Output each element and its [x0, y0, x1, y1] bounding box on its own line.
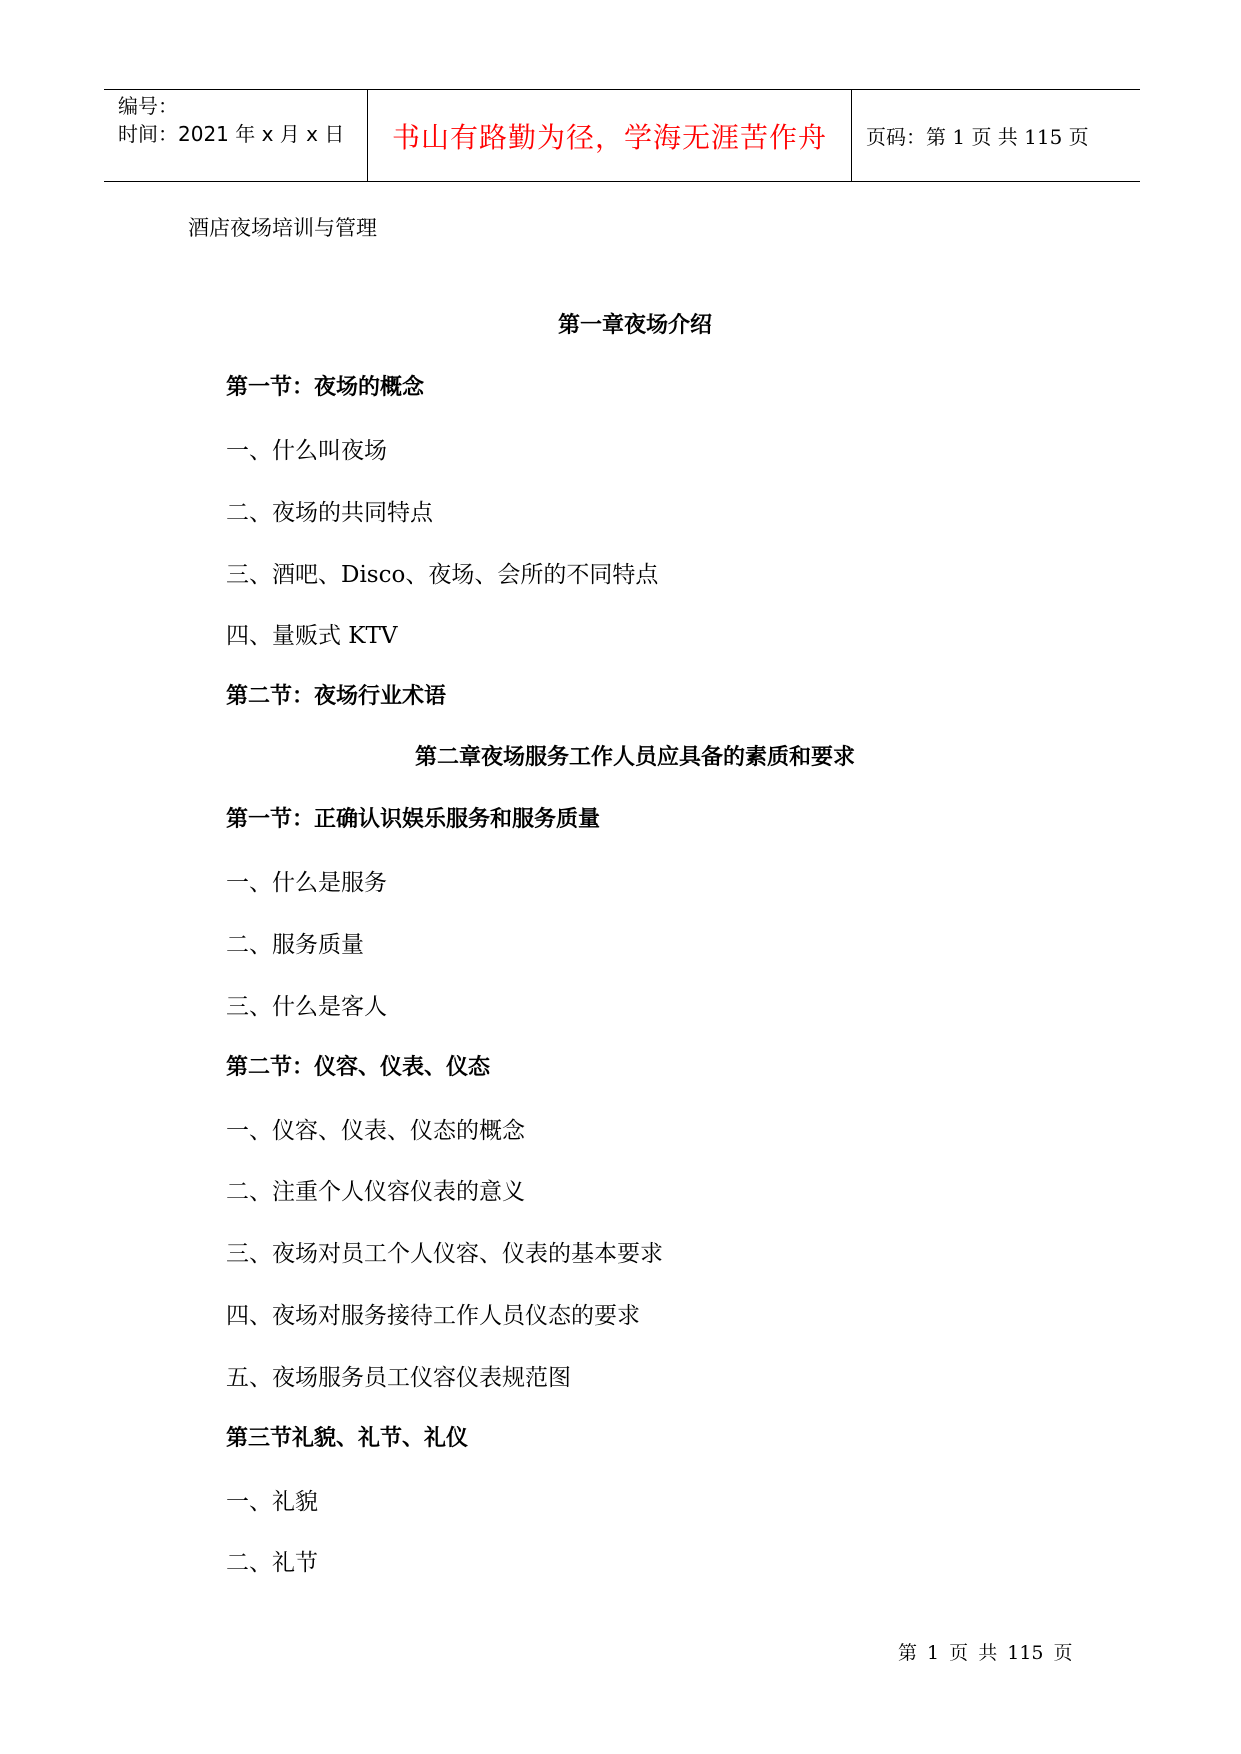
toc-item: 一、仪容、仪表、仪态的概念 [226, 1118, 525, 1144]
header-page-cell [852, 90, 1140, 181]
header-meta-cell [104, 90, 368, 181]
document-header [104, 89, 1140, 182]
toc-item: 一、礼貌 [226, 1489, 318, 1515]
toc-item: 二、服务质量 [226, 932, 364, 958]
section-heading: 第三节礼貌、礼节、礼仪 [226, 1426, 469, 1451]
header-page-code: 页码：第 1 页 共 115 页 [866, 125, 1089, 149]
header-motto: 书山有路勤为径，学海无涯苦作舟 [391, 120, 827, 154]
toc-item: 三、什么是客人 [226, 994, 387, 1020]
toc-item: 四、量贩式 KTV [226, 623, 398, 649]
chapter-heading: 第一章夜场介绍 [557, 313, 712, 338]
header-motto-cell [368, 90, 852, 181]
section-heading: 第一节：夜场的概念 [226, 375, 425, 400]
toc-item: 二、礼节 [226, 1550, 318, 1576]
section-heading: 第一节：正确认识娱乐服务和服务质量 [226, 807, 601, 832]
toc-item: 三、夜场对员工个人仪容、仪表的基本要求 [226, 1241, 663, 1267]
toc-item: 一、什么是服务 [226, 870, 387, 896]
document-time-label: 时间：2021 年 x 月 x 日 [118, 122, 345, 146]
section-heading: 第二节：仪容、仪表、仪态 [226, 1055, 491, 1080]
section-heading: 第二节：夜场行业术语 [226, 684, 447, 709]
toc-item: 一、什么叫夜场 [226, 438, 387, 464]
toc-item: 五、夜场服务员工仪容仪表规范图 [226, 1365, 571, 1391]
document-subtitle: 酒店夜场培训与管理 [188, 216, 377, 240]
chapter-heading: 第二章夜场服务工作人员应具备的素质和要求 [414, 745, 855, 770]
page-footer: 第 1 页 共 115 页 [898, 1642, 1073, 1664]
toc-item: 四、夜场对服务接待工作人员仪态的要求 [226, 1303, 640, 1329]
document-number-label: 编号： [118, 94, 178, 118]
toc-item: 二、夜场的共同特点 [226, 500, 433, 526]
toc-item: 二、注重个人仪容仪表的意义 [226, 1179, 525, 1205]
toc-item: 三、酒吧、Disco、夜场、会所的不同特点 [226, 562, 659, 588]
